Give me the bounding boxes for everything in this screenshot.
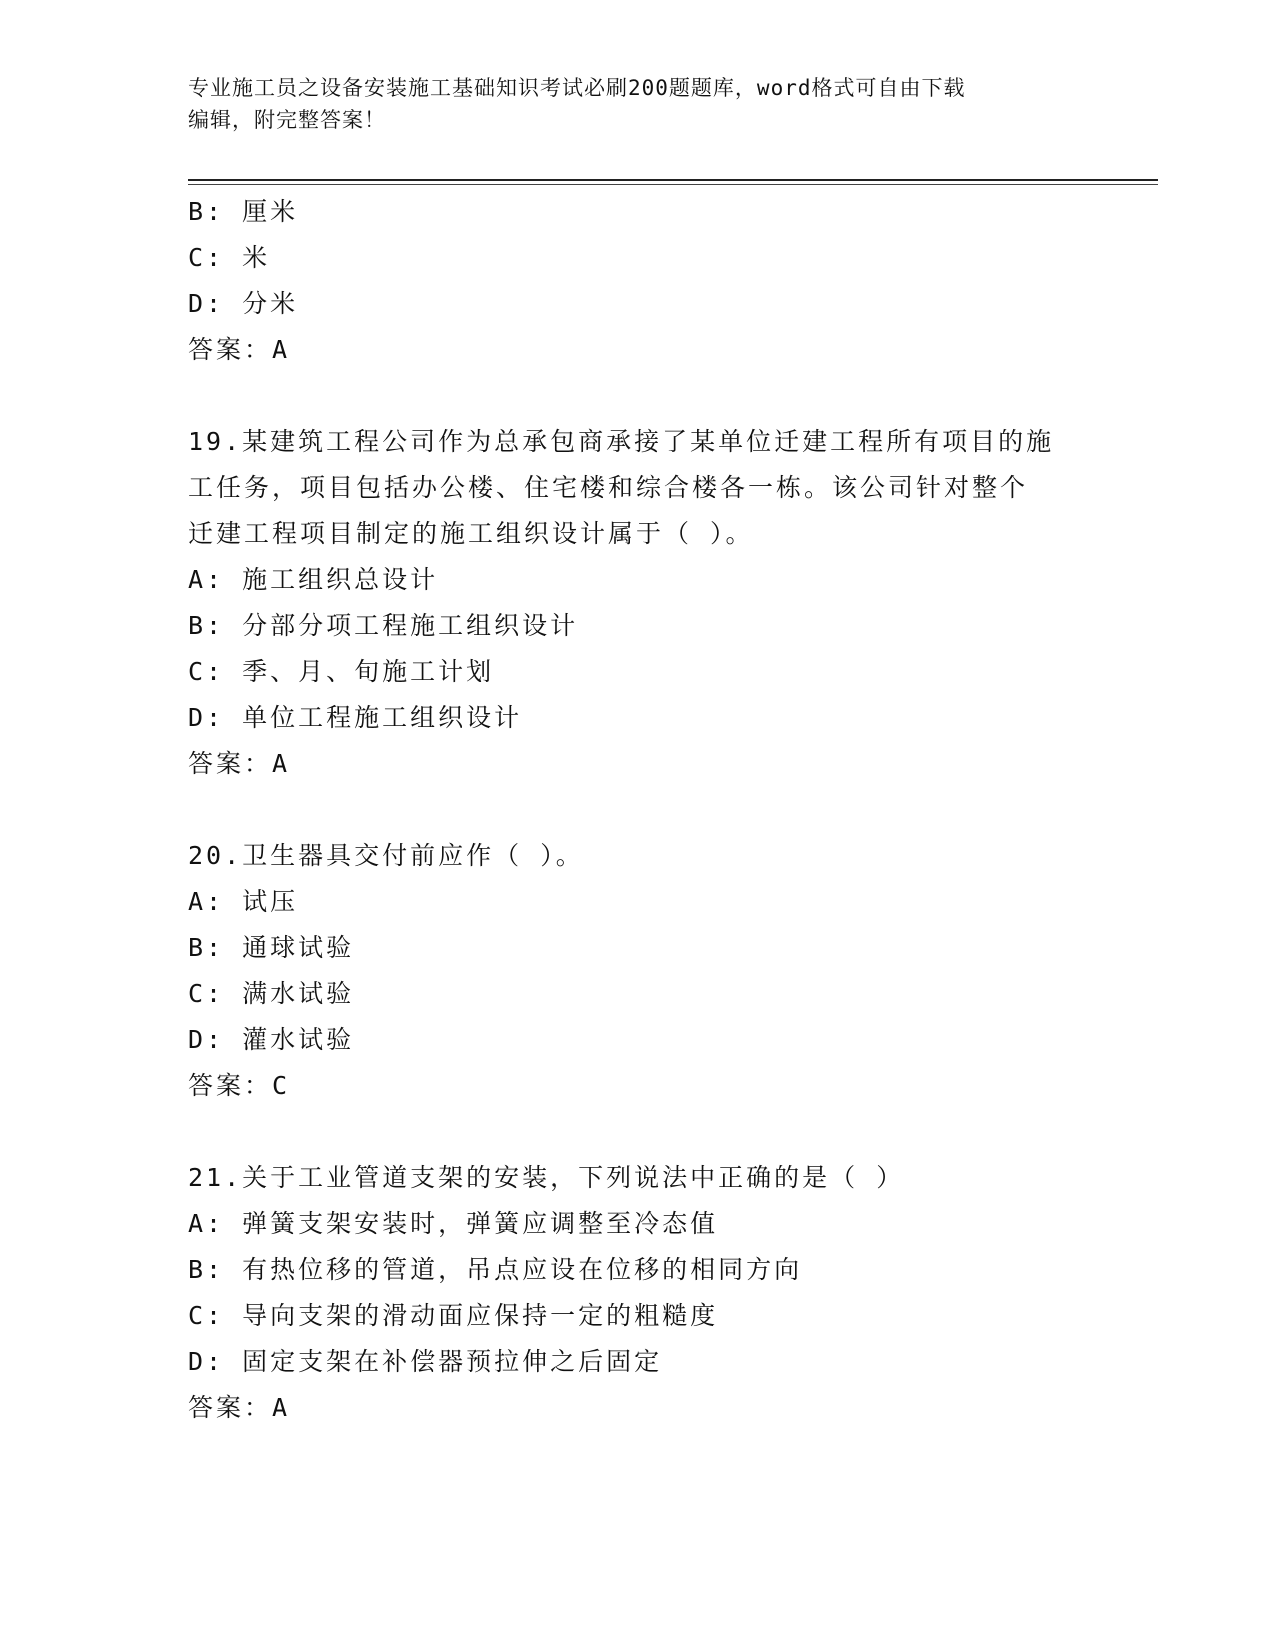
answer: 答案：C xyxy=(188,1071,291,1100)
spacer xyxy=(188,373,1088,419)
question-18-tail xyxy=(188,189,1088,373)
question-stem-line: 迁建工程项目制定的施工组织设计属于（ ）。 xyxy=(188,519,754,548)
option-c: C: 导向支架的滑动面应保持一定的粗糙度 xyxy=(188,1301,719,1330)
answer: 答案：A xyxy=(188,749,291,778)
question-19 xyxy=(188,419,1088,787)
option-d: D: 分米 xyxy=(188,289,299,318)
option-b: B: 通球试验 xyxy=(188,933,355,962)
header-rule-thick xyxy=(188,179,1158,181)
answer: 答案：A xyxy=(188,1393,291,1422)
spacer xyxy=(188,787,1088,833)
header-line-2: 编辑，附完整答案！ xyxy=(188,108,386,132)
option-d: D: 灌水试验 xyxy=(188,1025,355,1054)
document-header xyxy=(188,72,1088,136)
option-a: A: 试压 xyxy=(188,887,299,916)
question-stem-line: 19.某建筑工程公司作为总承包商承接了某单位迁建工程所有项目的施 xyxy=(188,427,1055,456)
question-stem-line: 21.关于工业管道支架的安装，下列说法中正确的是（ ） xyxy=(188,1163,905,1192)
option-b: B: 厘米 xyxy=(188,197,299,226)
header-line-1: 专业施工员之设备安装施工基础知识考试必刷200题题库，word格式可自由下载 xyxy=(188,76,966,100)
question-stem-line: 20.卫生器具交付前应作（ ）。 xyxy=(188,841,584,870)
option-a: A: 施工组织总设计 xyxy=(188,565,439,594)
header-rule-thin xyxy=(188,184,1158,185)
question-21 xyxy=(188,1155,1088,1431)
option-a: A: 弹簧支架安装时，弹簧应调整至冷态值 xyxy=(188,1209,719,1238)
option-b: B: 有热位移的管道，吊点应设在位移的相同方向 xyxy=(188,1255,803,1284)
option-c: C: 米 xyxy=(188,243,271,272)
question-20 xyxy=(188,833,1088,1109)
option-d: D: 单位工程施工组织设计 xyxy=(188,703,523,732)
option-c: C: 满水试验 xyxy=(188,979,355,1008)
question-content xyxy=(188,189,1088,1431)
option-b: B: 分部分项工程施工组织设计 xyxy=(188,611,579,640)
answer: 答案：A xyxy=(188,335,291,364)
question-stem-line: 工任务，项目包括办公楼、住宅楼和综合楼各一栋。该公司针对整个 xyxy=(188,473,1029,502)
option-c: C: 季、月、旬施工计划 xyxy=(188,657,495,686)
option-d: D: 固定支架在补偿器预拉伸之后固定 xyxy=(188,1347,663,1376)
spacer xyxy=(188,1109,1088,1155)
